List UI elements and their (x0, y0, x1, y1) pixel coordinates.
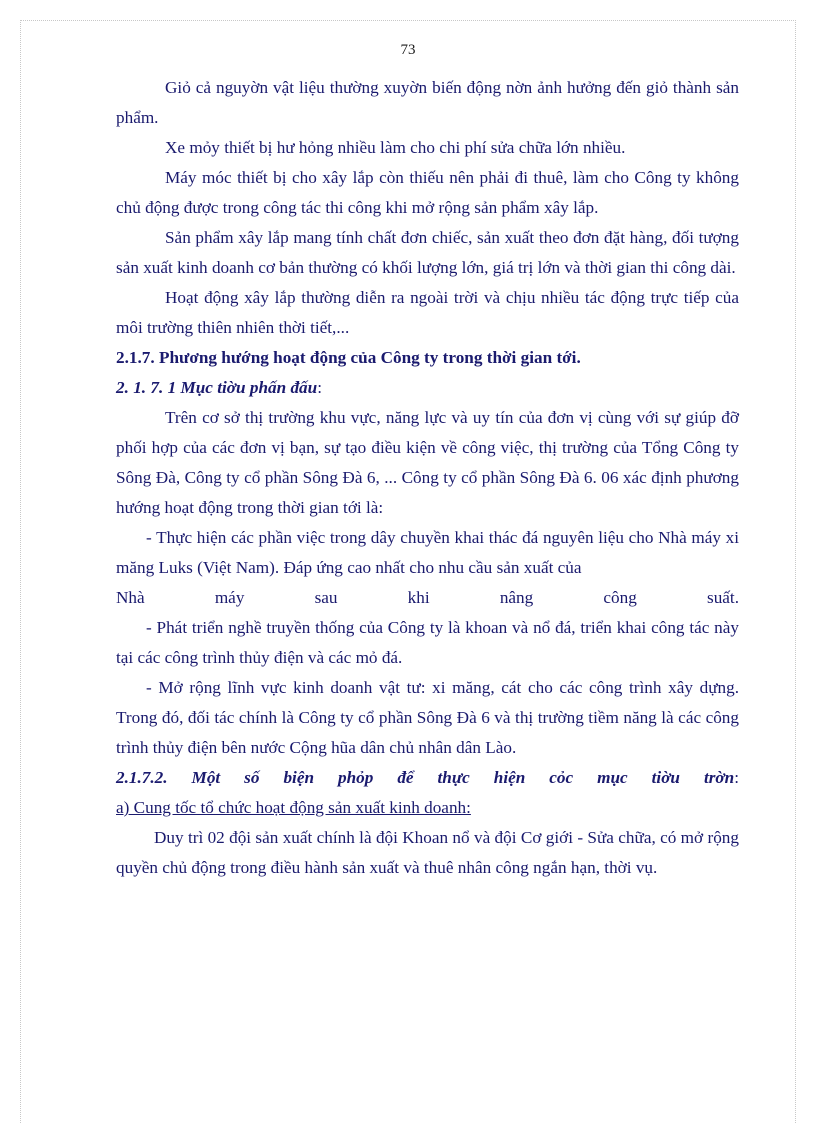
paragraph-outdoor-work: Hoạt động xây lắp thường diễn ra ngoài trời và chịu nhiều tác động trực tiếp của môi trường thiên nhiên thời tiết,... (116, 288, 739, 337)
page-number: 73 (400, 42, 416, 58)
paragraph-equipment-rental: Máy móc thiết bị cho xây lắp còn thiếu nên phải đi thuê, làm cho Công ty không chủ động được trong công tác thi công khi mở rộng sản phẩm xây lắp. (116, 168, 739, 217)
subsection-title-text: 2. 1. 7. 1 Mục tiờu phấn đấu (116, 378, 318, 397)
subsection-title-text: 2.1.7.2. Một số biện phỏp để thực hiện cỏc mục tiờu trờn (116, 768, 735, 787)
paragraph-product-nature: Sản phẩm xây lắp mang tính chất đơn chiếc, sản xuất theo đơn đặt hàng, đối tượng sản xuất kinh doanh cơ bản thường có khối lượng lớn, giá trị lớn và thời gian thi công dài. (116, 228, 739, 277)
paragraph-equipment-repair: Xe mỏy thiết bị hư hỏng nhiều làm cho chi phí sửa chữa lớn nhiều. (165, 138, 626, 157)
subsection-heading-2-1-7-2 (116, 763, 739, 793)
subsection-colon: : (317, 378, 322, 397)
subsection-heading-2-1-7-1 (116, 373, 739, 403)
bullet-materials-business: - Mở rộng lĩnh vực kinh doanh vật tư: xi măng, cát cho các công trình xây dựng. Trong đó, đối tác chính là Công ty cổ phần Sông Đà 6 và thị trường tiềm năng là các công trình thủy điện bên nước Cộng hũa dân chủ nhân dân Lào. (116, 678, 739, 757)
bullet-luks-plant: - Thực hiện các phần việc trong dây chuyền khai thác đá nguyên liệu cho Nhà máy xi măng Luks (Việt Nam). Đáp ứng cao nhất cho nhu cầu sản xuất của (116, 528, 739, 577)
subsection-colon: : (734, 768, 739, 787)
section-heading-2-1-7: 2.1.7. Phương hướng hoạt động của Công ty trong thời gian tới. (116, 348, 581, 367)
bullet-luks-plant-continued: Nhà máy sau khi nâng công suất. (116, 588, 739, 607)
paragraph-direction-intro: Trên cơ sở thị trường khu vực, năng lực và uy tín của đơn vị cùng với sự giúp đỡ phối hợp của các đơn vị bạn, sự tạo điều kiện về công việc, thị trường của Tổng Công ty Sông Đà, Công ty cổ phần Sông Đà 6, ... Công ty cổ phần Sông Đà 6. 06 xác định phương hướng hoạt động trong thời gian tới là: (116, 408, 739, 517)
item-a-heading: a) Cung tốc tổ chức hoạt động sản xuất kinh doanh: (116, 798, 471, 817)
bullet-traditional-trade: - Phát triển nghề truyền thống của Công ty là khoan và nổ đá, triển khai công tác này tại các công trình thủy điện và các mỏ đá. (116, 618, 739, 667)
document-body (116, 73, 739, 883)
paragraph-material-prices: Giỏ cả nguyờn vật liệu thường xuyờn biến động nờn ảnh hưởng đến giỏ thành sản phẩm. (116, 78, 739, 127)
paragraph-production-teams: Duy trì 02 đội sản xuất chính là đội Khoan nổ và đội Cơ giới - Sửa chữa, có mở rộng quyền chủ động trong điều hành sản xuất và thuê nhân công ngắn hạn, thời vụ. (116, 828, 739, 877)
